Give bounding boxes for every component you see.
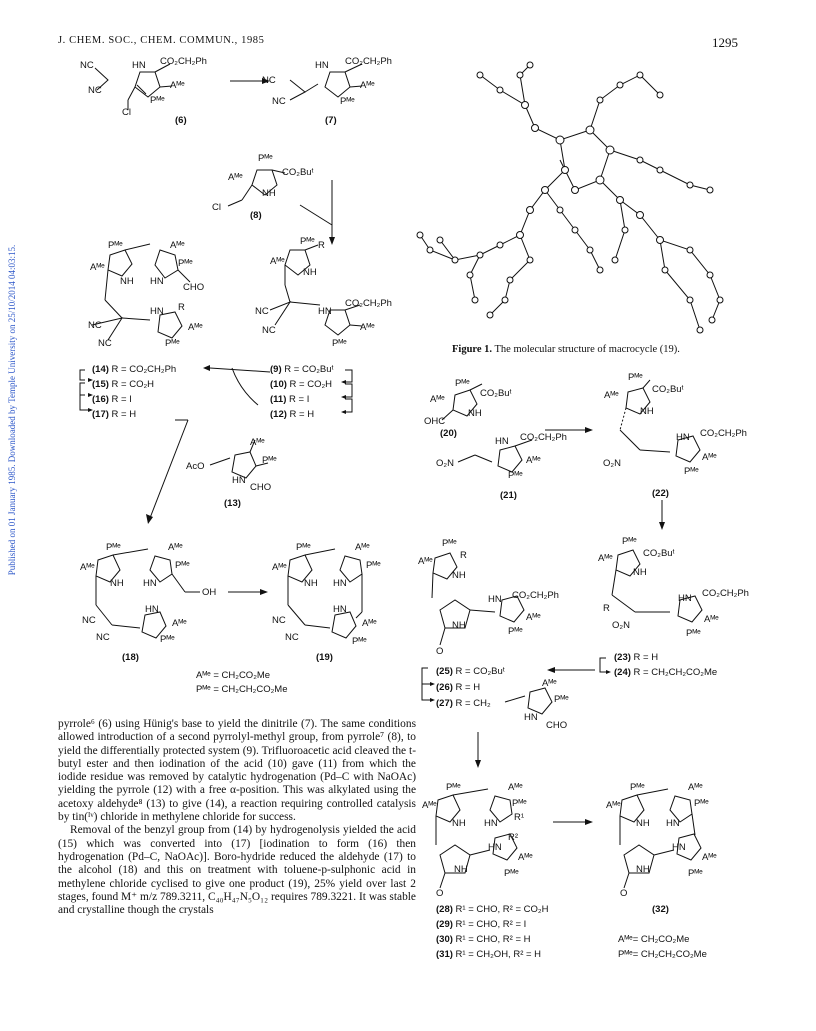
label-ame-28c: Aᴹᵉ [518, 852, 533, 863]
label-ame-9b: Aᴹᵉ [360, 322, 375, 333]
structure-23 [612, 550, 702, 622]
figure-1-molecular-structure [417, 62, 723, 333]
label-o-25: O [436, 646, 444, 657]
label-hn-28: HN [484, 818, 498, 829]
arrow-28-32 [553, 819, 593, 825]
label-ame-14c: Aᴹᵉ [188, 322, 203, 333]
label-ester-20: CO₂Buᵗ [480, 388, 512, 399]
label-nc-18b: NC [96, 632, 110, 643]
label-nh-19: NH [304, 578, 318, 589]
r-row-14 [92, 364, 176, 375]
label-ester-21: CO₂CH₂Ph [520, 432, 567, 443]
label-pme-9b: Pᴹᵉ [332, 338, 347, 349]
label-pme-25: Pᴹᵉ [442, 538, 457, 549]
label-pme-22: Pᴹᵉ [628, 372, 643, 383]
label-nc-7a: NC [262, 75, 276, 86]
label-nc-19b: NC [285, 632, 299, 643]
r-def-9: R = CO₂Buᵗ [284, 364, 334, 375]
label-pme-14c: Pᴹᵉ [165, 338, 180, 349]
r-row-29 [436, 919, 526, 930]
label-nc-6b: NC [88, 85, 102, 96]
label-ame-18: Aᴹᵉ [168, 542, 183, 553]
label-pme-28: Pᴹᵉ [446, 782, 461, 793]
label-pme-8: Pᴹᵉ [258, 153, 273, 164]
r-row-31 [436, 949, 541, 960]
label-pme-18: Pᴹᵉ [106, 542, 121, 553]
label-nc-7b: NC [272, 96, 286, 107]
label-hn-21: HN [495, 436, 509, 447]
label-ame-19: Aᴹᵉ [355, 542, 370, 553]
compound-32: (32) [652, 904, 669, 915]
label-nc-18a: NC [82, 615, 96, 626]
label-nh-18: NH [110, 578, 124, 589]
compound-31: (31) [436, 949, 453, 960]
label-r-14: R [178, 302, 185, 313]
label-nh-32b: NH [636, 864, 650, 875]
label-ame-14: Aᴹᵉ [170, 240, 185, 251]
label-pme-32: Pᴹᵉ [630, 782, 645, 793]
label-hn-25: HN [488, 594, 502, 605]
r-def-29: R¹ = CHO, R² = I [455, 919, 527, 930]
label-ame-23: Aᴹᵉ [598, 553, 613, 564]
label-pme-9: Pᴹᵉ [300, 236, 315, 247]
r-def-15: R = CO₂H [111, 379, 155, 390]
compound-15: (15) [92, 379, 109, 390]
label-pme-28c: Pᴹᵉ [504, 868, 519, 879]
figure-caption-text: The molecular structure of macrocycle (19). [494, 344, 680, 355]
label-ame-9: Aᴹᵉ [270, 256, 285, 267]
label-hn-18: HN [143, 578, 157, 589]
r-def-26: R = H [455, 682, 481, 693]
figure-label: Figure 1. [452, 344, 493, 355]
label-pme-20: Pᴹᵉ [455, 378, 470, 389]
label-pme-18b: Pᴹᵉ [175, 560, 190, 571]
label-r1-28: R¹ [514, 812, 525, 823]
r-def-11: R = I [289, 394, 310, 405]
label-pme-18c: Pᴹᵉ [160, 634, 175, 645]
label-hn-19b: HN [333, 604, 347, 615]
label-r-23: R [603, 603, 610, 614]
label-hn-13: HN [232, 475, 246, 486]
structure-19 [288, 549, 362, 638]
label-hn-23: HN [678, 593, 692, 604]
label-ester-7: CO₂CH₂Ph [345, 56, 392, 67]
label-pme-21: Pᴹᵉ [508, 470, 523, 481]
label-o2n-22: O₂N [603, 458, 621, 469]
label-pme-19: Pᴹᵉ [296, 542, 311, 553]
label-o2n-21: O₂N [436, 458, 454, 469]
label-nh-23: NH [633, 567, 647, 578]
label-r-25: R [460, 550, 467, 561]
label-ester-23b: CO₂CH₂Ph [702, 588, 749, 599]
label-pme-27: Pᴹᵉ [554, 694, 569, 705]
label-ame-8: Aᴹᵉ [228, 172, 243, 183]
label-ame-13: Aᴹᵉ [250, 437, 265, 448]
r-def-31: R¹ = CH₂OH, R² = H [455, 949, 542, 960]
label-nc-14b: NC [98, 338, 112, 349]
r-def-12: R = H [289, 409, 315, 420]
r-def-30: R¹ = CHO, R² = H [455, 934, 531, 945]
label-ester-22: CO₂Buᵗ [652, 384, 684, 395]
label-hn-22: HN [676, 432, 690, 443]
compound-30: (30) [436, 934, 453, 945]
compound-20: (20) [440, 428, 457, 439]
r-row-28 [436, 904, 548, 915]
r-row-9 [270, 364, 334, 375]
arrow-18-19 [228, 589, 268, 595]
r-def-25: R = CO₂Buᵗ [455, 666, 505, 677]
label-ame-20: Aᴹᵉ [430, 394, 445, 405]
label-hn-9: HN [318, 306, 332, 317]
label-ester-25: CO₂CH₂Ph [512, 590, 559, 601]
label-hn-19: HN [333, 578, 347, 589]
r-row-15 [92, 379, 154, 390]
label-nh-25: NH [452, 570, 466, 581]
label-cho-27: CHO [546, 720, 568, 731]
label-pme-23: Pᴹᵉ [622, 536, 637, 547]
compound-22: (22) [652, 488, 669, 499]
compound-9: (9) [270, 364, 282, 375]
label-pme-14: Pᴹᵉ [108, 240, 123, 251]
label-ester-6: CO₂CH₂Ph [160, 56, 207, 67]
legend-pme-right: Pᴹᵉ= CH₂CH₂CO₂Me [618, 949, 707, 960]
compound-17: (17) [92, 409, 109, 420]
label-oh-18: OH [202, 587, 217, 598]
r-row-16 [92, 394, 132, 405]
r-row-10 [270, 379, 332, 390]
compound-8: (8) [250, 210, 262, 221]
compound-6: (6) [175, 115, 187, 126]
compound-12: (12) [270, 409, 287, 420]
running-header: J. CHEM. SOC., CHEM. COMMUN., 1985 [58, 35, 265, 46]
label-hn-7: HN [315, 60, 329, 71]
r-row-23 [614, 652, 658, 663]
label-ester-23: CO₂Buᵗ [643, 548, 675, 559]
label-o-32: O [620, 888, 628, 899]
label-r2-28: R² [508, 832, 519, 843]
arrow-22-23 [659, 500, 665, 530]
compound-14: (14) [92, 364, 109, 375]
compound-25: (25) [436, 666, 453, 677]
compound-11: (11) [270, 394, 287, 405]
label-hn-27: HN [524, 712, 538, 723]
label-cho-13: CHO [250, 482, 272, 493]
label-ame-18b: Aᴹᵉ [80, 562, 95, 573]
label-nc-9a: NC [255, 306, 269, 317]
legend-ame-right: Aᴹᵉ= CH₂CO₂Me [618, 934, 690, 945]
compound-23: (23) [614, 652, 631, 663]
paragraph-2: Removal of the benzyl group from (14) by hydrogenolysis yielded the acid (15) which was converted into (17) [iodination to form (16) then hydrogenation (Pd–C, NaOAc)]. Boro-hydride reduced the aldehyde (17) to the alcohol (18) and this on treatment with toluene-p-sulphonic acid in methylene chloride cyclised to give one product (19), 25% yield over last 2 stages, found M⁺ m/z 789.3211, C₄₀H₄₇N₅O₁₂ requires 789.3221. It was stable and crystalline though the crystals [58, 824, 416, 917]
r-def-17: R = H [111, 409, 137, 420]
structure-14 [92, 244, 190, 340]
page-number: 1295 [712, 35, 738, 50]
label-ame-25: Aᴹᵉ [418, 556, 433, 567]
compound-7: (7) [325, 115, 337, 126]
r-def-27: R = CH₂ [455, 698, 491, 709]
compound-29: (29) [436, 919, 453, 930]
r-def-10: R = CO₂H [289, 379, 333, 390]
label-pme-14b: Pᴹᵉ [178, 258, 193, 269]
label-ame-22b: Aᴹᵉ [702, 452, 717, 463]
label-ester-9: CO₂CH₂Ph [345, 298, 392, 309]
label-ame-18c: Aᴹᵉ [172, 618, 187, 629]
label-ame-6: Aᴹᵉ [170, 80, 185, 91]
label-nh-22: NH [640, 406, 654, 417]
label-o2n-23: O₂N [612, 620, 630, 631]
r-def-14: R = CO₂CH₂Ph [111, 364, 177, 375]
label-ame-21: Aᴹᵉ [526, 455, 541, 466]
label-hn-14b: HN [150, 306, 164, 317]
label-pme-13: Pᴹᵉ [262, 455, 277, 466]
label-pme-25b: Pᴹᵉ [508, 626, 523, 637]
r-row-24 [614, 667, 717, 678]
label-cl-8: Cl [212, 202, 221, 213]
label-pme-32b: Pᴹᵉ [694, 798, 709, 809]
r-row-11 [270, 394, 309, 405]
label-ame-28: Aᴹᵉ [508, 782, 523, 793]
label-nh-28: NH [452, 818, 466, 829]
structure-27-substituent [505, 688, 552, 714]
label-r-9: R [318, 240, 325, 251]
r-def-16: R = I [111, 394, 132, 405]
compound-21: (21) [500, 490, 517, 501]
label-nc-9b: NC [262, 325, 276, 336]
label-pme-6: Pᴹᵉ [150, 95, 165, 106]
r-row-30 [436, 934, 531, 945]
label-hn-28b: HN [488, 842, 502, 853]
label-pme-7: Pᴹᵉ [340, 96, 355, 107]
compound-10: (10) [270, 379, 287, 390]
label-nh-8: NH [262, 188, 276, 199]
label-ester-8: CO₂Buᵗ [282, 167, 314, 178]
legend-pme-left: Pᴹᵉ = CH₂CH₂CO₂Me [196, 684, 288, 695]
label-pme-28b: Pᴹᵉ [512, 798, 527, 809]
label-cho-14: CHO [183, 282, 205, 293]
legend-ame-left: Aᴹᵉ = CH₂CO₂Me [196, 670, 271, 681]
r-row-25 [436, 666, 505, 677]
label-ester-22b: CO₂CH₂Ph [700, 428, 747, 439]
label-pme-19b: Pᴹᵉ [366, 560, 381, 571]
r-row-17 [92, 409, 136, 420]
label-ame-19c: Aᴹᵉ [362, 618, 377, 629]
label-nh-9: NH [303, 267, 317, 278]
label-o-28: O [436, 888, 444, 899]
compound-19: (19) [316, 652, 333, 663]
label-aco-13: AcO [186, 461, 205, 472]
label-ame-19b: Aᴹᵉ [272, 562, 287, 573]
label-nh-14: NH [120, 276, 134, 287]
compound-28: (28) [436, 904, 453, 915]
label-ame-32: Aᴹᵉ [688, 782, 703, 793]
label-nc-19a: NC [272, 615, 286, 626]
r-def-23: R = H [633, 652, 659, 663]
label-ame-32b: Aᴹᵉ [606, 800, 621, 811]
label-pme-22b: Pᴹᵉ [684, 466, 699, 477]
label-ame-23b: Aᴹᵉ [704, 614, 719, 625]
label-ame-25b: Aᴹᵉ [526, 612, 541, 623]
r-row-12 [270, 409, 314, 420]
label-nh-28b: NH [454, 864, 468, 875]
label-hn-14: HN [150, 276, 164, 287]
figure-caption [452, 344, 680, 355]
label-ame-14b: Aᴹᵉ [90, 262, 105, 273]
r-def-24: R = CH₂CH₂CO₂Me [633, 667, 718, 678]
label-nc-14a: NC [88, 320, 102, 331]
label-hn-6: HN [132, 60, 146, 71]
r-row-26 [436, 682, 480, 693]
compound-13: (13) [224, 498, 241, 509]
label-pme-32c: Pᴹᵉ [688, 868, 703, 879]
compound-27: (27) [436, 698, 453, 709]
compound-16: (16) [92, 394, 109, 405]
label-ohc-20: OHC [424, 416, 446, 427]
paragraph-1: pyrrole⁶ (6) using Hünig's base to yield the dinitrile (7). The same conditions allowed introduction of a second pyrrolyl-methyl group, from pyrrole⁷ (8), to yield the differentially protected system (9). Trifluoroacetic acid cleaved the t-butyl ester and then iodination of the acid (10) gave (11) from which the iodide residue was removed by catalytic hydrogenation (Pd–C with NaOAc) yielding the pyrrole (12) with a free α-position. This was alkylated using the acetoxy aldehyde⁸ (13) to give (14), a reaction requiring controlled catalysis by tin(ᴵᵛ) chloride in methylene chloride for success. [58, 718, 416, 824]
label-nc-6a: NC [80, 60, 94, 71]
label-nh-25b: NH [452, 620, 466, 631]
r-row-27 [436, 698, 491, 709]
download-notice: Published on 01 January 1985. Downloaded by Temple University on 25/10/2014 04:03:15. [7, 244, 17, 576]
label-hn-32: HN [666, 818, 680, 829]
label-nh-32: NH [636, 818, 650, 829]
label-ame-28b: Aᴹᵉ [422, 800, 437, 811]
label-ame-27: Aᴹᵉ [542, 678, 557, 689]
compound-18: (18) [122, 652, 139, 663]
label-hn-32b: HN [672, 842, 686, 853]
label-ame-22: Aᴹᵉ [604, 390, 619, 401]
label-ame-7: Aᴹᵉ [360, 80, 375, 91]
compound-26: (26) [436, 682, 453, 693]
body-text-column [58, 718, 416, 917]
label-ame-32c: Aᴹᵉ [702, 852, 717, 863]
r-def-28: R¹ = CHO, R² = CO₂H [455, 904, 549, 915]
compound-24: (24) [614, 667, 631, 678]
label-cl-6: Cl [122, 107, 131, 118]
label-pme-19c: Pᴹᵉ [352, 636, 367, 647]
label-nh-20: NH [468, 408, 482, 419]
label-pme-23b: Pᴹᵉ [686, 628, 701, 639]
label-hn-18b: HN [145, 604, 159, 615]
